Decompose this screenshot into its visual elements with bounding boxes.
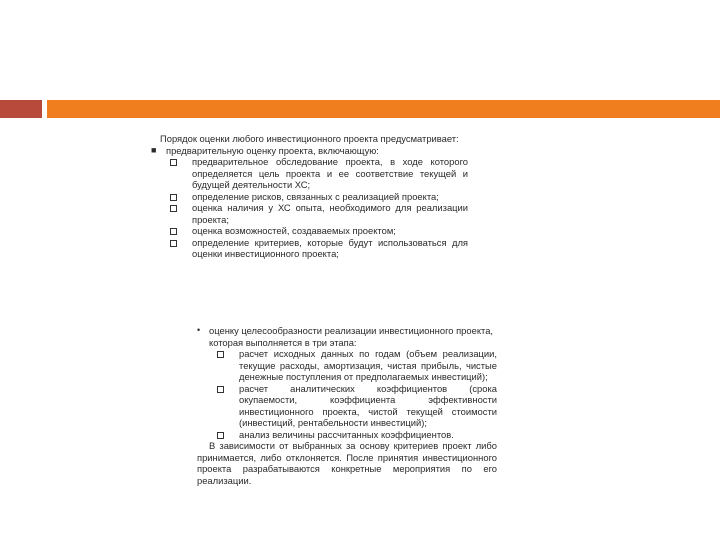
square-bullet-icon — [170, 194, 177, 201]
sub-list-item — [166, 191, 468, 203]
main-list — [197, 325, 497, 440]
list-item — [197, 325, 497, 440]
conclusion-paragraph: В зависимости от выбранных за основу критериев проект либо принимается, либо отклоняется. После принятия инвестиционного проекта разрабатываются конкретные мероприятия по его реализации. — [197, 440, 497, 486]
square-bullet-icon — [170, 205, 177, 212]
bullet-icon: • — [197, 325, 201, 335]
sub-list-item-text: определение рисков, связанных с реализацией проекта; — [192, 190, 439, 202]
sub-list — [209, 348, 497, 440]
list-item-text: оценку целесообразности реализации инвестиционного проекта, которая выполняется в три этапа: — [209, 325, 494, 348]
main-list — [148, 145, 468, 260]
sub-list-item-text: расчет аналитических коэффициентов (срока окупаемости, коэффициента эффективности инвестиционного проекта, чистой текущей стоимости (инвестиций, рентабельности инвестиций); — [239, 382, 497, 428]
sub-list-item-text: анализ величины рассчитанных коэффициентов. — [239, 428, 454, 440]
sub-list-item — [166, 237, 468, 260]
square-bullet-icon — [170, 240, 177, 247]
sub-list-item-text: определение критериев, которые будут использоваться для оценки инвестиционного проекта; — [192, 236, 468, 259]
sub-list-item — [166, 156, 468, 191]
sub-list-item — [209, 429, 497, 441]
header-accent-right — [47, 100, 720, 118]
sub-list-item — [209, 348, 497, 383]
square-bullet-icon — [217, 351, 224, 358]
intro-paragraph: Порядок оценки любого инвестиционного проекта предусматривает: — [160, 133, 459, 144]
sub-list-item — [166, 202, 468, 225]
square-bullet-icon — [217, 386, 224, 393]
sub-list-item-text: оценка возможностей, создаваемых проектом; — [192, 225, 396, 236]
list-item — [148, 145, 468, 260]
text-block-2 — [197, 325, 497, 486]
sub-list-item-text: расчет исходных данных по годам (объем реализации, текущие расходы, амортизация, чистая прибыль, чистые денежные поступления от предполагаемых инвестиций); — [239, 348, 497, 382]
bullet-icon: ■ — [151, 144, 157, 155]
sub-list-item — [166, 225, 468, 237]
text-block-1 — [148, 133, 468, 260]
sub-list-item-text: предварительное обследование проекта, в ходе которого определяется цель проекта и ее соответствие текущей и будущей деятельности ХС; — [192, 156, 468, 190]
list-item-text: предварительную оценку проекта, включающую: — [166, 144, 379, 156]
sub-list — [166, 156, 468, 260]
square-bullet-icon — [217, 432, 224, 439]
square-bullet-icon — [170, 228, 177, 235]
square-bullet-icon — [170, 159, 177, 166]
sub-list-item — [209, 383, 497, 429]
sub-list-item-text: оценка наличия у ХС опыта, необходимого для реализации проекта; — [192, 202, 468, 225]
header-accent-left — [0, 100, 42, 118]
